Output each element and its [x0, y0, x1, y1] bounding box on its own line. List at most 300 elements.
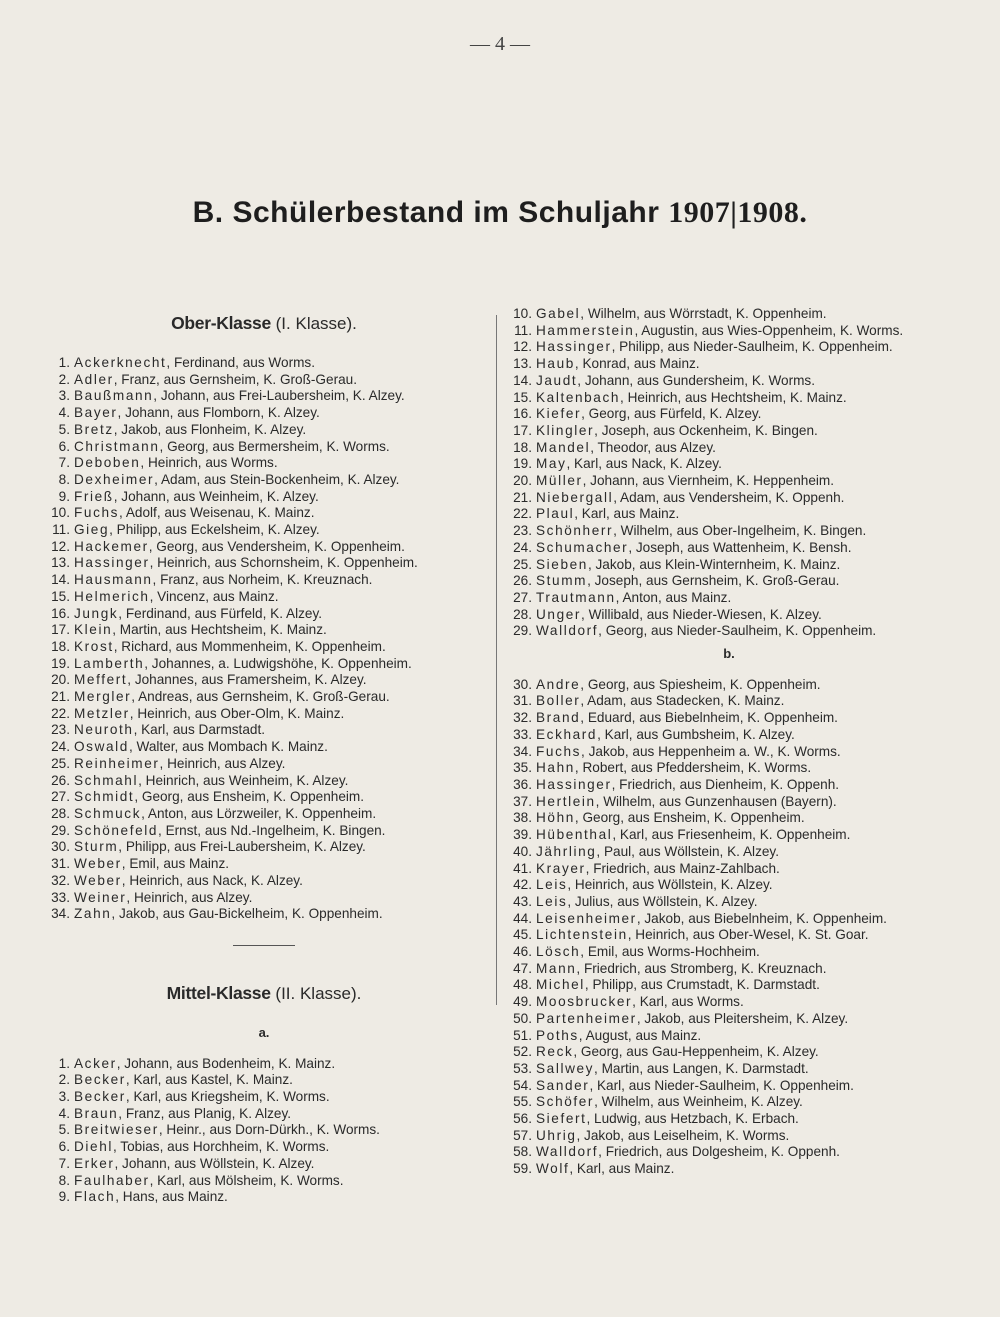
student-details: , Wilhelm, aus Gunzenhausen (Bayern). — [595, 793, 837, 809]
student-details: , Johann, aus Flomborn, K. Alzey. — [117, 405, 320, 421]
entry-text — [532, 727, 948, 744]
student-details: , Jakob, aus Flonheim, K. Alzey. — [113, 421, 307, 437]
list-item — [48, 839, 480, 856]
student-details: , Johann, aus Wöllstein, K. Alzey. — [114, 1155, 315, 1171]
student-surname: Schmahl — [74, 772, 139, 788]
entry-number: 6. — [58, 1139, 70, 1155]
student-details: , Philipp, aus Eckelsheim, K. Alzey. — [109, 522, 320, 538]
entry-text — [70, 806, 480, 823]
list-item — [510, 623, 948, 640]
student-details: , Martin, aus Hechtsheim, K. Mainz. — [112, 622, 327, 638]
student-details: , Ludwig, aus Hetzbach, K. Erbach. — [586, 1111, 799, 1127]
entry-text — [532, 827, 948, 844]
student-details: , Georg, aus Vendersheim, K. Oppenheim. — [148, 538, 405, 554]
student-surname: Hammerstein — [536, 322, 635, 338]
list-item — [510, 356, 948, 373]
student-details: , Georg, aus Ensheim, K. Oppenheim. — [574, 810, 805, 826]
student-surname: Wolf — [536, 1161, 570, 1177]
entry-text — [532, 994, 948, 1011]
entry-text — [532, 623, 948, 640]
mittel-klasse-a-list-left — [48, 1056, 480, 1206]
list-item — [510, 1011, 948, 1028]
list-item — [48, 1139, 480, 1156]
entry-number: 8. — [58, 471, 70, 487]
entry-number: 27. — [513, 589, 532, 605]
entry-number: 34. — [513, 743, 532, 759]
student-details: , Jakob, aus Heppenheim a. W., K. Worms. — [581, 743, 841, 759]
student-details: , Karl, aus Kriegsheim, K. Worms. — [125, 1089, 330, 1105]
list-item — [510, 339, 948, 356]
student-surname: Lichtenstein — [536, 927, 628, 943]
entry-text — [532, 1078, 948, 1095]
list-item — [48, 355, 480, 372]
entry-text — [532, 339, 948, 356]
entry-number: 13. — [513, 356, 532, 372]
entry-text — [70, 906, 480, 923]
entry-number: 7. — [58, 1155, 70, 1171]
student-details: , Walter, aus Mombach K. Mainz. — [128, 739, 328, 755]
entry-number: 27. — [51, 789, 70, 805]
entry-number: 11. — [52, 522, 70, 538]
entry-number: 26. — [513, 573, 532, 589]
list-item — [510, 977, 948, 994]
student-details: , Joseph, aus Gernsheim, K. Groß-Gerau. — [587, 573, 840, 589]
list-item — [510, 810, 948, 827]
entry-text — [70, 1189, 480, 1206]
student-details: , Andreas, aus Gernsheim, K. Groß-Gerau. — [131, 689, 390, 705]
list-item — [510, 794, 948, 811]
student-details: , Franz, aus Gernsheim, K. Groß-Gerau. — [113, 371, 357, 387]
student-surname: Faulhaber — [74, 1172, 150, 1188]
student-details: , Theodor, aus Alzey. — [590, 439, 716, 455]
list-item — [510, 573, 948, 590]
student-surname: Hassinger — [536, 776, 612, 792]
student-details: , Anton, aus Mainz. — [615, 589, 732, 605]
list-item — [510, 1028, 948, 1045]
entry-number: 49. — [513, 994, 532, 1010]
entry-text — [70, 405, 480, 422]
student-details: , Julius, aus Wöllstein, K. Alzey. — [567, 893, 758, 909]
entry-number: 29. — [51, 822, 70, 838]
student-surname: Dexheimer — [74, 471, 155, 487]
entry-text — [70, 1089, 480, 1106]
student-surname: Helmerich — [74, 588, 150, 604]
student-details: , Friedrich, aus Stromberg, K. Kreuznach. — [576, 960, 827, 976]
entry-number: 52. — [513, 1044, 532, 1060]
student-details: , Karl, aus Mainz. — [574, 506, 680, 522]
student-surname: Hassinger — [74, 555, 150, 571]
entry-number: 30. — [51, 839, 70, 855]
entry-number: 29. — [513, 623, 532, 639]
student-surname: Acker — [74, 1055, 117, 1071]
entry-number: 1. — [58, 1055, 70, 1071]
student-details: , Johann, aus Weinheim, K. Alzey. — [113, 488, 319, 504]
mittel-klasse-a-list-right — [510, 306, 948, 640]
entry-text — [70, 1072, 480, 1089]
list-item — [510, 827, 948, 844]
entry-number: 55. — [513, 1094, 532, 1110]
student-surname: Plaul — [536, 506, 575, 522]
entry-text — [70, 505, 480, 522]
entry-text — [532, 1011, 948, 1028]
entry-text — [70, 689, 480, 706]
student-surname: Adler — [74, 371, 114, 387]
entry-number: 23. — [51, 722, 70, 738]
student-details: , Heinr., aus Dorn-Dürkh., K. Worms. — [158, 1122, 380, 1138]
entry-text — [532, 1094, 948, 1111]
student-surname: Mann — [536, 960, 577, 976]
student-details: , Wilhelm, aus Wörrstadt, K. Oppenheim. — [580, 306, 827, 321]
list-item — [48, 489, 480, 506]
student-details: , Joseph, aus Wattenheim, K. Bensh. — [628, 539, 852, 555]
student-surname: Müller — [536, 473, 583, 489]
list-item — [48, 1189, 480, 1206]
entry-text — [70, 756, 480, 773]
entry-number: 32. — [51, 872, 70, 888]
list-item — [510, 1061, 948, 1078]
student-details: , Johann, aus Viernheim, K. Heppenheim. — [582, 473, 835, 489]
entry-text — [532, 894, 948, 911]
list-item — [510, 994, 948, 1011]
student-details: , Karl, aus Mölsheim, K. Worms. — [149, 1172, 344, 1188]
student-details: , Hans, aus Mainz. — [115, 1189, 228, 1205]
entry-text — [70, 539, 480, 556]
student-details: , Georg, aus Ensheim, K. Oppenheim. — [134, 789, 365, 805]
list-item — [510, 607, 948, 624]
list-item — [510, 323, 948, 340]
list-item — [510, 473, 948, 490]
entry-text — [70, 439, 480, 456]
entry-number: 8. — [58, 1172, 70, 1188]
entry-text — [70, 739, 480, 756]
student-surname: Schmuck — [74, 805, 142, 821]
ober-klasse-list — [48, 355, 480, 923]
list-item — [48, 555, 480, 572]
entry-text — [532, 323, 948, 340]
list-item — [510, 373, 948, 390]
student-surname: Leis — [536, 877, 568, 893]
student-surname: Oswald — [74, 739, 129, 755]
entry-number: 5. — [58, 1122, 70, 1138]
entry-text — [70, 839, 480, 856]
entry-number: 33. — [513, 726, 532, 742]
entry-number: 43. — [513, 893, 532, 909]
entry-text — [532, 961, 948, 978]
student-surname: Hausmann — [74, 572, 153, 588]
entry-text — [70, 572, 480, 589]
entry-number: 10. — [513, 306, 532, 321]
student-surname: Diehl — [74, 1139, 113, 1155]
list-item — [48, 522, 480, 539]
entry-number: 51. — [513, 1027, 532, 1043]
student-surname: Hackemer — [74, 538, 149, 554]
list-item — [510, 1161, 948, 1178]
list-item — [510, 523, 948, 540]
student-details: , Martin, aus Langen, K. Darmstadt. — [594, 1060, 809, 1076]
student-details: , Friedrich, aus Dienheim, K. Oppenh. — [611, 776, 840, 792]
entry-text — [70, 1156, 480, 1173]
student-details: , Heinrich, aus Ober-Wesel, K. St. Goar. — [627, 927, 869, 943]
list-item — [510, 1044, 948, 1061]
page-number: — 4 — — [470, 33, 530, 55]
student-surname: Lösch — [536, 944, 581, 960]
student-surname: Höhn — [536, 810, 575, 826]
student-surname: Kaltenbach — [536, 389, 621, 405]
student-details: , Ferdinand, aus Worms. — [166, 355, 315, 370]
student-details: , August, aus Mainz. — [578, 1027, 702, 1043]
student-surname: Schönherr — [536, 523, 614, 539]
list-item — [48, 689, 480, 706]
list-item — [48, 823, 480, 840]
list-item — [510, 1144, 948, 1161]
student-surname: Poths — [536, 1027, 579, 1043]
student-details: , Franz, aus Norheim, K. Kreuznach. — [152, 572, 373, 588]
list-item — [510, 1078, 948, 1095]
student-details: , Jakob, aus Pleitersheim, K. Alzey. — [636, 1010, 849, 1026]
student-details: , Wilhelm, aus Weinheim, K. Alzey. — [594, 1094, 803, 1110]
entry-text — [532, 744, 948, 761]
entry-text — [70, 639, 480, 656]
entry-number: 53. — [513, 1060, 532, 1076]
entry-text — [70, 890, 480, 907]
entry-text — [70, 823, 480, 840]
entry-text — [70, 1139, 480, 1156]
list-item — [510, 744, 948, 761]
list-item — [48, 1106, 480, 1123]
entry-text — [70, 672, 480, 689]
entry-number: 28. — [513, 606, 532, 622]
entry-text — [532, 306, 948, 323]
entry-text — [532, 373, 948, 390]
entry-number: 39. — [513, 827, 532, 843]
list-item — [510, 760, 948, 777]
entry-number: 12. — [513, 339, 532, 355]
entry-text — [532, 710, 948, 727]
entry-text — [532, 677, 948, 694]
list-item — [510, 727, 948, 744]
student-details: , Robert, aus Pfeddersheim, K. Worms. — [574, 760, 812, 776]
student-details: , Wilhelm, aus Ober-Ingelheim, K. Bingen. — [613, 523, 867, 539]
student-details: , Paul, aus Wöllstein, K. Alzey. — [596, 843, 779, 859]
student-details: , Augustin, aus Wies-Oppenheim, K. Worms. — [634, 322, 904, 338]
entry-text — [532, 810, 948, 827]
student-surname: Zahn — [74, 906, 112, 922]
student-surname: Krost — [74, 638, 114, 654]
list-item — [510, 677, 948, 694]
entry-number: 22. — [51, 705, 70, 721]
entry-number: 15. — [513, 389, 532, 405]
student-details: , Karl, aus Nack, K. Alzey. — [566, 456, 722, 472]
entry-text — [532, 356, 948, 373]
section-rule — [233, 945, 295, 946]
student-details: , Heinrich, aus Wöllstein, K. Alzey. — [567, 877, 773, 893]
entry-number: 13. — [51, 555, 70, 571]
student-details: , Philipp, aus Crumstadt, K. Darmstadt. — [584, 977, 820, 993]
list-item — [48, 388, 480, 405]
student-surname: Reck — [536, 1044, 574, 1060]
list-item — [48, 405, 480, 422]
list-item — [510, 710, 948, 727]
list-item — [510, 390, 948, 407]
student-surname: Moosbrucker — [536, 994, 633, 1010]
list-item — [510, 1094, 948, 1111]
student-details: , Tobias, aus Horchheim, K. Worms. — [112, 1139, 330, 1155]
entry-number: 16. — [513, 406, 532, 422]
student-details: , Joseph, aus Ockenheim, K. Bingen. — [594, 422, 818, 438]
student-surname: Hübenthal — [536, 827, 613, 843]
student-surname: Eckhard — [536, 726, 598, 742]
entry-text — [70, 873, 480, 890]
list-item — [48, 1156, 480, 1173]
student-surname: Fuchs — [536, 743, 582, 759]
student-details: , Johannes, aus Framersheim, K. Alzey. — [127, 672, 367, 688]
mittel-klasse-heading-rest: (II. Klasse). — [270, 983, 362, 1003]
list-item — [48, 756, 480, 773]
student-surname: Sallwey — [536, 1060, 595, 1076]
list-item — [48, 890, 480, 907]
student-details: , Karl, aus Mainz. — [569, 1161, 675, 1177]
entry-text — [532, 423, 948, 440]
student-details: , Johann, aus Bodenheim, K. Mainz. — [116, 1055, 336, 1071]
entry-text — [532, 794, 948, 811]
entry-number: 18. — [51, 638, 70, 654]
student-surname: Fuchs — [74, 505, 120, 521]
student-surname: Bayer — [74, 405, 118, 421]
student-surname: Sturm — [74, 839, 119, 855]
entry-text — [70, 706, 480, 723]
student-surname: Niebergall — [536, 489, 614, 505]
list-item — [510, 693, 948, 710]
entry-number: 28. — [51, 805, 70, 821]
entry-number: 14. — [513, 372, 532, 388]
entry-text — [70, 856, 480, 873]
entry-number: 25. — [513, 556, 532, 572]
entry-number: 5. — [58, 421, 70, 437]
student-surname: Meffert — [74, 672, 128, 688]
list-item — [510, 423, 948, 440]
entry-number: 3. — [58, 1089, 70, 1105]
entry-text — [70, 422, 480, 439]
student-details: , Heinrich, aus Schornsheim, K. Oppenheim. — [149, 555, 418, 571]
list-item — [510, 557, 948, 574]
entry-text — [532, 1161, 948, 1178]
entry-text — [532, 1111, 948, 1128]
list-item — [48, 455, 480, 472]
entry-number: 26. — [51, 772, 70, 788]
student-details: , Johann, aus Gundersheim, K. Worms. — [577, 372, 816, 388]
entry-text — [70, 722, 480, 739]
student-details: , Adam, aus Stadecken, K. Mainz. — [580, 693, 785, 709]
list-item — [48, 589, 480, 606]
section-a-label: a. — [258, 1024, 270, 1040]
entry-number: 24. — [513, 539, 532, 555]
student-details: , Vincenz, aus Mainz. — [149, 588, 279, 604]
entry-number: 44. — [513, 910, 532, 926]
entry-number: 19. — [51, 655, 70, 671]
entry-text — [532, 406, 948, 423]
entry-number: 32. — [513, 710, 532, 726]
student-surname: Brand — [536, 710, 581, 726]
entry-text — [532, 760, 948, 777]
entry-number: 38. — [513, 810, 532, 826]
list-item — [48, 1056, 480, 1073]
list-item — [48, 706, 480, 723]
entry-number: 30. — [513, 676, 532, 692]
student-surname: Deboben — [74, 455, 141, 471]
student-surname: Weber — [74, 872, 122, 888]
student-surname: Lamberth — [74, 655, 145, 671]
student-details: , Jakob, aus Biebelnheim, K. Oppenheim. — [636, 910, 887, 926]
student-details: , Heinrich, aus Nack, K. Alzey. — [121, 872, 303, 888]
entry-number: 37. — [513, 793, 532, 809]
student-details: , Georg, aus Gau-Heppenheim, K. Alzey. — [573, 1044, 819, 1060]
list-item — [510, 440, 948, 457]
entry-number: 34. — [51, 906, 70, 922]
list-item — [510, 1111, 948, 1128]
list-item — [510, 961, 948, 978]
entry-number: 19. — [513, 456, 532, 472]
entry-number: 35. — [513, 760, 532, 776]
list-item — [48, 572, 480, 589]
student-details: , Georg, aus Spiesheim, K. Oppenheim. — [580, 676, 821, 692]
student-surname: Walldorf — [536, 623, 599, 639]
entry-text — [70, 656, 480, 673]
entry-text — [70, 773, 480, 790]
entry-text — [532, 607, 948, 624]
student-surname: Schumacher — [536, 539, 629, 555]
list-item — [48, 439, 480, 456]
entry-number: 20. — [51, 672, 70, 688]
student-surname: May — [536, 456, 567, 472]
entry-number: 4. — [58, 1105, 70, 1121]
entry-number: 16. — [51, 605, 70, 621]
list-item — [48, 722, 480, 739]
entry-number: 1. — [58, 355, 70, 370]
title-main: B. Schülerbestand im Schuljahr — [192, 196, 669, 229]
entry-number: 59. — [513, 1161, 532, 1177]
entry-number: 21. — [513, 489, 532, 505]
student-details: , Georg, aus Nieder-Saulheim, K. Oppenheim. — [598, 623, 877, 639]
student-details: , Johannes, a. Ludwigshöhe, K. Oppenheim. — [144, 655, 412, 671]
entry-text — [70, 372, 480, 389]
list-item — [510, 540, 948, 557]
entry-number: 58. — [513, 1144, 532, 1160]
list-item — [48, 505, 480, 522]
column-divider — [496, 315, 497, 1005]
entry-text — [532, 1028, 948, 1045]
entry-text — [532, 927, 948, 944]
student-surname: Becker — [74, 1089, 126, 1105]
entry-text — [70, 455, 480, 472]
ober-klasse-heading — [48, 312, 480, 335]
entry-text — [532, 540, 948, 557]
list-item — [48, 372, 480, 389]
ober-klasse-heading-rest: (I. Klasse). — [270, 314, 357, 333]
entry-text — [70, 1122, 480, 1139]
list-item — [510, 844, 948, 861]
list-item — [48, 1173, 480, 1190]
entry-text — [70, 522, 480, 539]
student-surname: Christmann — [74, 438, 160, 454]
student-details: , Jakob, aus Gau-Bickelheim, K. Oppenheim. — [111, 906, 383, 922]
entry-text — [70, 789, 480, 806]
entry-number: 50. — [513, 1010, 532, 1026]
list-item — [48, 856, 480, 873]
student-details: , Karl, aus Kastel, K. Mainz. — [125, 1072, 293, 1088]
student-surname: Neuroth — [74, 722, 134, 738]
list-item — [510, 861, 948, 878]
entry-number: 4. — [58, 405, 70, 421]
